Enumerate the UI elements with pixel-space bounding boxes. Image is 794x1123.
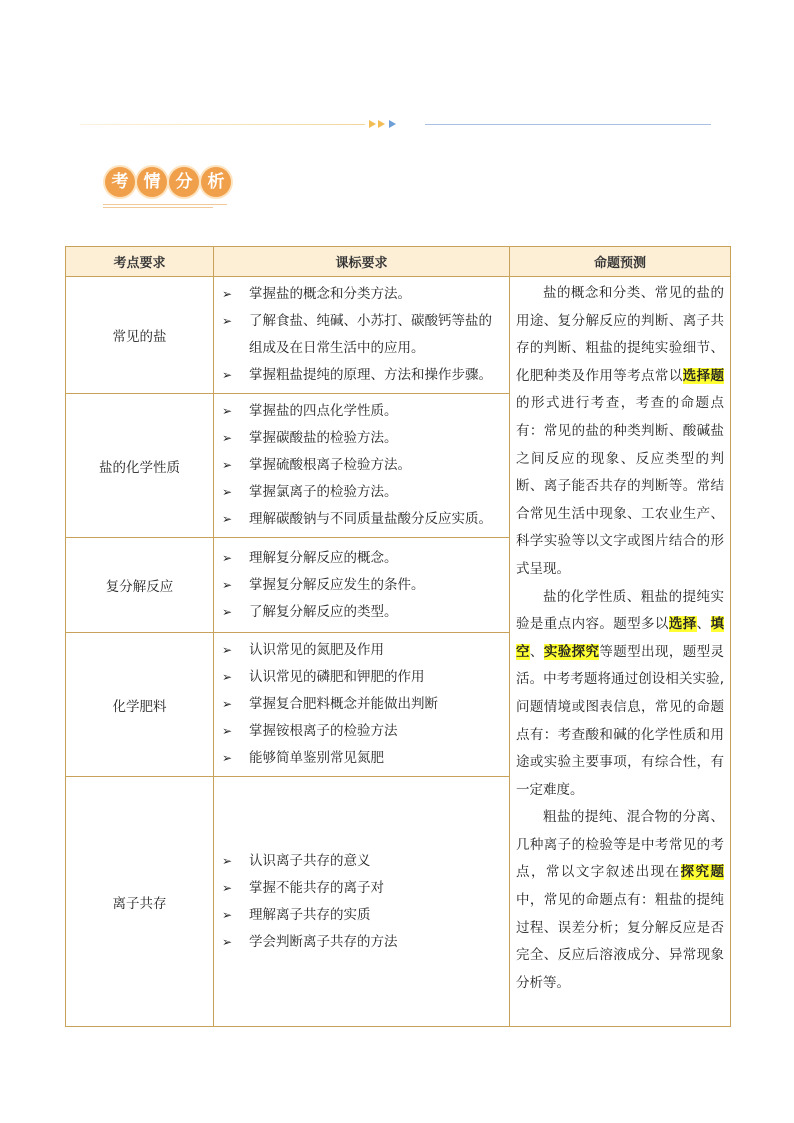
requirements-cell — [214, 538, 510, 633]
highlight-keyword: 选择题 — [682, 367, 725, 384]
category-cell: 离子共存 — [66, 777, 214, 1027]
requirement-item: ➢ 认识常见的磷肥和钾肥的作用 — [222, 664, 503, 691]
requirement-item: ➢ 掌握粗盐提纯的原理、方法和操作步骤。 — [222, 362, 503, 389]
highlight-keyword: 选择 — [668, 616, 697, 633]
requirements-cell — [214, 394, 510, 538]
section-title-char: 情 — [137, 167, 167, 197]
requirement-item: ➢ 学会判断离子共存的方法 — [222, 929, 503, 956]
table-row — [66, 277, 731, 394]
requirements-cell — [214, 277, 510, 394]
requirement-item: ➢ 认识离子共存的意义 — [222, 848, 503, 875]
category-cell: 化学肥料 — [66, 633, 214, 777]
prediction-paragraph: 盐的概念和分类、常见的盐的用途、复分解反应的判断、离子共存的判断、粗盐的提纯实验细节、化肥种类及作用等考点常以选择题的形式进行考查，考查的命题点有：常见的盐的种类判断、酸碱盐之间反应的现象、反应类型的判断、离子能否共存的判断等。常结合常见生活中现象、工农业生产、科学实验等以文字或图片结合的形式呈现。 — [516, 285, 725, 577]
header-cell: 考点要求 — [66, 247, 214, 277]
title-underline — [103, 204, 227, 205]
requirement-item: ➢ 能够简单鉴别常见氮肥 — [222, 745, 503, 772]
requirement-item: ➢ 了解食盐、纯碱、小苏打、碳酸钙等盐的组成及在日常生活中的应用。 — [222, 308, 503, 362]
highlight-keyword: 实验探究 — [543, 643, 600, 660]
section-title-char: 析 — [201, 167, 231, 197]
section-title-badge — [103, 167, 233, 207]
category-cell: 盐的化学性质 — [66, 394, 214, 538]
requirement-item: ➢ 掌握盐的概念和分类方法。 — [222, 281, 503, 308]
requirements-cell — [214, 777, 510, 1027]
requirement-item: ➢ 掌握碳酸盐的检验方法。 — [222, 425, 503, 452]
category-cell: 复分解反应 — [66, 538, 214, 633]
prediction-cell — [510, 277, 731, 1027]
header-arrows-icon — [369, 119, 409, 131]
requirement-item: ➢ 掌握复分解反应发生的条件。 — [222, 572, 503, 599]
requirement-item: ➢ 掌握复合肥料概念并能做出判断 — [222, 691, 503, 718]
requirement-item: ➢ 掌握盐的四点化学性质。 — [222, 398, 503, 425]
section-title-char: 考 — [105, 167, 135, 197]
requirement-item: ➢ 理解离子共存的实质 — [222, 902, 503, 929]
table-header-row — [66, 247, 731, 277]
exam-analysis-table — [65, 246, 731, 1027]
header-cell: 课标要求 — [214, 247, 510, 277]
header-cell: 命题预测 — [510, 247, 731, 277]
requirement-item: ➢ 掌握铵根离子的检验方法 — [222, 718, 503, 745]
category-cell: 常见的盐 — [66, 277, 214, 394]
requirement-item: ➢ 理解复分解反应的概念。 — [222, 545, 503, 572]
requirements-cell — [214, 633, 510, 777]
prediction-paragraph: 粗盐的提纯、混合物的分离、几种离子的检验等是中考常见的考点，常以文字叙述出现在探究题中，常见的命题点有：粗盐的提纯过程、误差分析；复分解反应是否完全、反应后溶液成分、异常现象分析等。 — [516, 809, 725, 991]
requirement-item: ➢ 掌握氯离子的检验方法。 — [222, 479, 503, 506]
prediction-paragraph: 盐的化学性质、粗盐的提纯实验是重点内容。题型多以选择、填空、实验探究等题型出现，题型灵活。中考考题将通过创设相关实验,问题情境或图表信息，常见的命题点有：考查酸和碱的化学性质和用途或实验主要事项，有综合性，有一定难度。 — [516, 588, 725, 798]
highlight-keyword: 填空 — [516, 616, 725, 660]
requirement-item: ➢ 掌握不能共存的离子对 — [222, 875, 503, 902]
header-divider-right — [425, 124, 711, 125]
requirement-item: ➢ 认识常见的氮肥及作用 — [222, 637, 503, 664]
section-title-char: 分 — [169, 167, 199, 197]
header-divider-left — [80, 124, 365, 125]
title-underline — [103, 207, 213, 208]
requirement-item: ➢ 理解碳酸钠与不同质量盐酸分反应实质。 — [222, 506, 503, 533]
highlight-keyword: 探究题 — [680, 864, 725, 881]
requirement-item: ➢ 了解复分解反应的类型。 — [222, 599, 503, 626]
requirement-item: ➢ 掌握硫酸根离子检验方法。 — [222, 452, 503, 479]
